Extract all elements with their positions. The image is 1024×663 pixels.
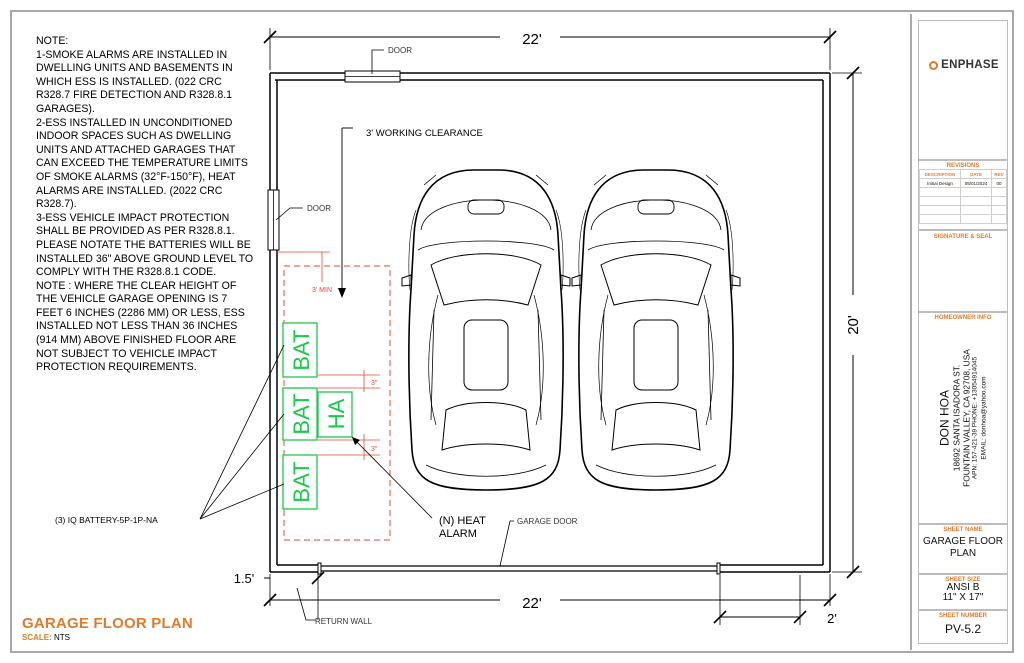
logo-panel	[918, 20, 1008, 160]
car-left	[402, 170, 570, 490]
battery-label: BAT	[289, 461, 314, 503]
rev-col-description: DESCRIPTION	[920, 170, 961, 179]
dimension-bottom	[264, 574, 836, 606]
dimension-top-label: 22'	[522, 31, 542, 48]
company-logo	[920, 59, 1008, 71]
signature-header: SIGNATURE & SEAL	[933, 234, 993, 240]
sheet-number-header: SHEET NUMBER	[938, 613, 987, 619]
garage-door-label: GARAGE DOOR	[517, 517, 578, 526]
sheet-size-1: ANSI B	[946, 582, 980, 593]
scale-value: NTS	[54, 633, 71, 642]
sheet-number: PV-5.2	[944, 622, 982, 636]
battery-callout-leaders	[200, 345, 284, 519]
owner-email: EMAIL: donhoa@yahoo.com	[980, 376, 987, 460]
revisions-panel	[918, 160, 1008, 230]
company-name: ENPHASE	[941, 59, 999, 71]
min-clearance-label: 3' MIN	[312, 287, 333, 294]
dimension-top	[264, 28, 836, 70]
general-notes: NOTE: 1-SMOKE ALARMS ARE INSTALLED IN DWELLING UNITS AND BASEMENTS IN WHICH ESS IS INSTALLED. (022 CRC R328.7 FIRE DETECTION AND R328.8.1 GARAGES). 2-ESS INSTALLED IN UNCONDITIONED INDOOR SPACES SUCH AS DWELLING UNITS AND ATTACHED GARAGES THAT CAN EXCEED THE TEMPERATURE LIMITS OF SMOKE ALARMS (32°F-150°F), HEAT ALARMS ARE INSTALLED. (2022 CRC R328.7). 3-ESS VEHICLE IMPACT PROTECTION SHALL BE PROVIDED AS PER R328.8.1. PLEASE NOTATE THE BATTERIES WILL BE INSTALLED 36" ABOVE GROUND LEVEL TO COMPLY WITH THE R328.8.1 CODE. NOTE : WHERE THE CLEAR HEIGHT OF THE VEHICLE GARAGE OPENING IS 7 FEET 6 INCHES (2286 MM) OR LESS, ESS INSTALLED NOT LESS THAN 36 INCHES (914 MM) ABOVE FINISHED FLOOR ARE NOT SUBJECT TO VEHICLE IMPACT PROTECTION REQUIREMENTS.	[36, 35, 254, 374]
rev-description: Initial Design	[920, 179, 961, 188]
rev-number: 00	[992, 179, 1007, 188]
gap-label-1: 3"	[371, 380, 378, 387]
scale-label: SCALE:	[22, 633, 52, 642]
dimension-right-label: 20'	[845, 315, 862, 335]
heat-alarm-callout-line2: ALARM	[439, 528, 477, 540]
sheet-size-panel	[918, 574, 1008, 610]
owner-address-1: 18692 SANTA ISADORA ST.	[951, 364, 962, 472]
return-wall-label: RETURN WALL	[315, 617, 373, 626]
owner-apn-phone: APN: 157-421-39 PHONE: +13054914045	[971, 356, 979, 480]
battery-label: BAT	[289, 393, 314, 435]
homeowner-info	[938, 349, 989, 487]
enphase-logo-icon	[929, 61, 938, 70]
revisions-header: REVISIONS	[946, 163, 980, 169]
left-door-label: DOOR	[307, 204, 331, 213]
sheet-number-panel	[918, 610, 1008, 644]
sheet-size-header: SHEET SIZE	[945, 577, 981, 583]
dimension-left-bottom-label: 1.5'	[233, 571, 255, 586]
heat-alarm-callout-line1: (N) HEAT	[439, 515, 486, 527]
sheet-name-panel	[918, 524, 1008, 574]
left-door	[268, 190, 303, 250]
top-door-label: DOOR	[388, 46, 412, 55]
return-wall-leader	[297, 588, 316, 620]
rev-date: 05/01/2024	[961, 179, 992, 188]
drawing-scale	[22, 633, 70, 642]
sheet-size-2: 11" X 17"	[942, 592, 984, 603]
garage-door	[321, 566, 717, 571]
battery-callout-label: (3) IQ BATTERY-5P-1P-NA	[55, 515, 158, 525]
garage-door-leader	[500, 521, 514, 566]
rev-col-rev: REV	[992, 170, 1007, 179]
heat-alarm	[318, 392, 352, 437]
revisions-table	[919, 169, 1007, 224]
owner-address-2: FOUNTAIN VALLEY, CA 92708, USA	[961, 349, 972, 487]
gap-label-2: 3"	[371, 446, 378, 453]
sheet-name-header: SHEET NAME	[943, 527, 983, 533]
drawing-title: GARAGE FLOOR PLAN	[22, 615, 193, 632]
dimension-bottom-label: 22'	[522, 595, 542, 612]
heat-alarm-label: HA	[324, 398, 349, 430]
rev-col-date: DATE	[961, 170, 992, 179]
battery-unit	[283, 323, 317, 377]
battery-unit	[283, 455, 317, 509]
title-block	[910, 14, 1010, 650]
sheet-name: GARAGE FLOOR PLAN	[923, 536, 1004, 559]
homeowner-panel	[918, 312, 1008, 524]
working-clearance-label: 3' WORKING CLEARANCE	[366, 128, 483, 139]
owner-name: DON HOA	[937, 390, 952, 447]
homeowner-header: HOMEOWNER INFO	[934, 315, 992, 321]
battery-label: BAT	[289, 329, 314, 371]
signature-panel	[918, 230, 1008, 312]
car-right	[572, 170, 740, 490]
dimension-right-bottom-label: 2'	[827, 611, 837, 626]
battery-unit	[283, 388, 317, 440]
